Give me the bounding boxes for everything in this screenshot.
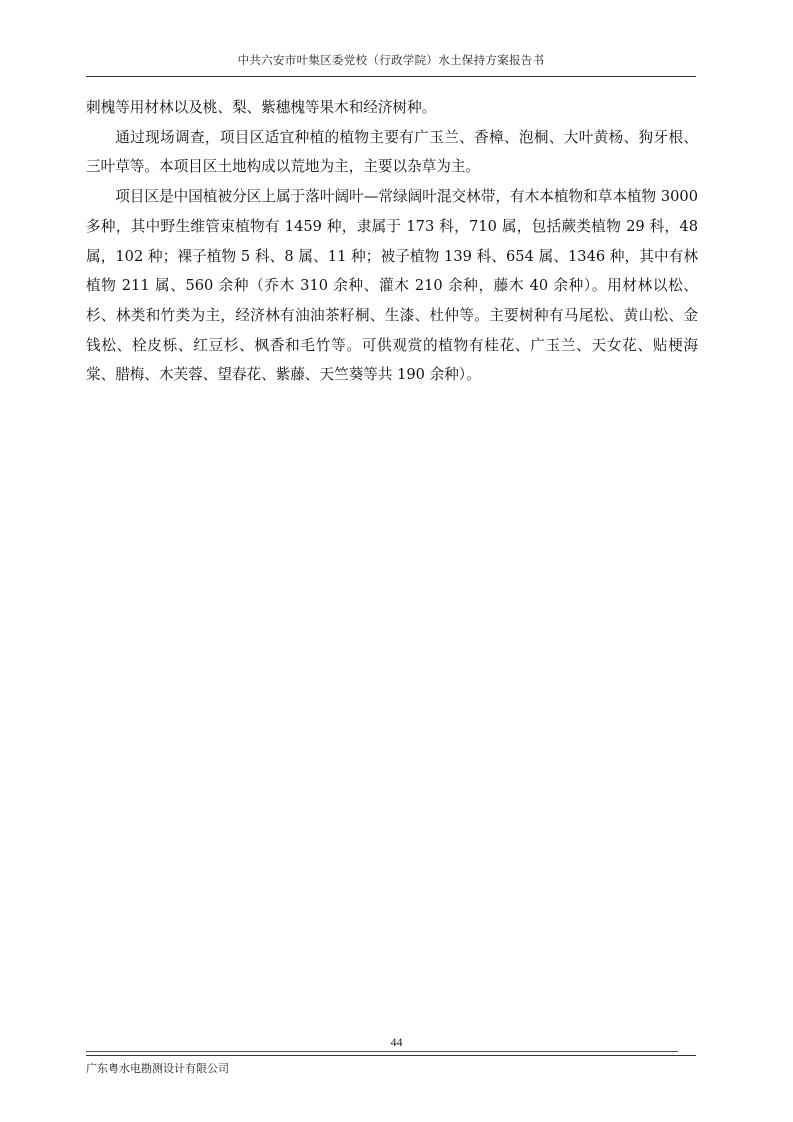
page-header-title: 中共六安市叶集区委党校（行政学院）水土保持方案报告书 (237, 53, 545, 67)
paragraph-continuation: 刺槐等用材林以及桃、梨、紫穗槐等果木和经济树种。 (86, 99, 437, 116)
header-divider (86, 76, 696, 77)
footer-divider-thin (86, 1051, 678, 1052)
document-body (86, 93, 698, 390)
paragraph-site-survey: 通过现场调查，项目区适宜种植的植物主要有广玉兰、香樟、泡桐、大叶黄杨、狗牙根、三叶草等。本项目区土地构成以荒地为主，主要以杂草为主。 (86, 128, 698, 176)
footer-divider (86, 1055, 696, 1056)
footer-company-name: 广东粤水电勘测设计有限公司 (86, 1062, 229, 1075)
page-number: 44 (390, 1035, 403, 1049)
paragraph-vegetation-zone: 项目区是中国植被分区上属于落叶阔叶—常绿阔叶混交林带，有木本植物和草本植物 3000 多种，其中野生维管束植物有 1459 种，隶属于 173 科，710 属，包括蕨类植物 29 科，48 属，102 种；裸子植物 5 科、8 属、11 种；被子植物 139 科、654 属、1346 种，其中有林植物 211 属、560 余种（乔木 310 余种、灌木 210 余种，藤木 40 余种）。用材林以松、杉、林类和竹类为主，经济林有油油茶籽桐、生漆、杜仲等。主要树种有马尾松、黄山松、金钱松、栓皮栎、红豆杉、枫香和毛竹等。可供观赏的植物有桂花、广玉兰、天女花、贴梗海棠、腊梅、木芙蓉、望春花、紫藤、天竺葵等共 190 余种）。 (86, 188, 698, 384)
